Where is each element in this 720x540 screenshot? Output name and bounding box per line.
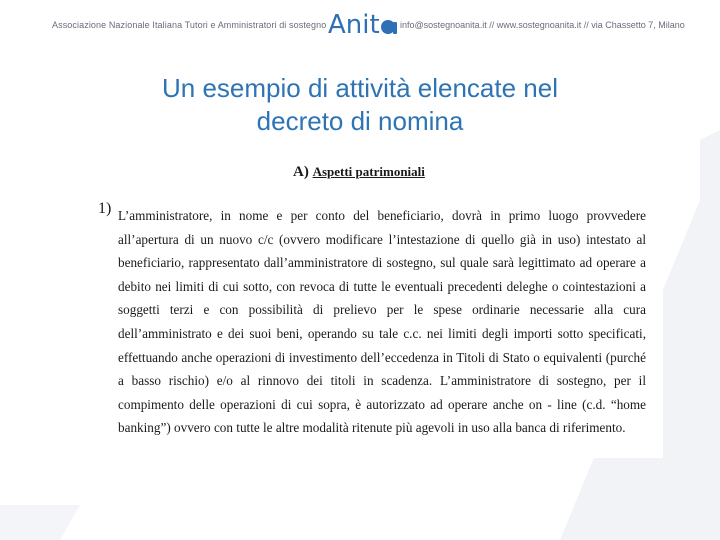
item-number: 1) <box>98 200 112 217</box>
scanned-document <box>88 158 663 458</box>
slide-title <box>80 72 640 138</box>
logo-a-icon <box>381 20 395 34</box>
association-name: Associazione Nazionale Italiana Tutori e Amministratori di sostegno <box>52 20 327 30</box>
contact-info: info@sostegnoanita.it // www.sostegnoanita.it // via Chassetto 7, Milano <box>400 20 685 30</box>
document-paragraph: L’amministratore, in nome e per conto del beneficiario, dovrà in primo luogo provvedere all’apertura di un nuovo c/c (ovvero modificare l’intestazione di quello già in uso) intestato al beneficiario, rappresentato dall’amministratore di sostegno, sul quale sarà legittimato ad operare a debito nei limiti di cui sotto, con revoca di tutte le eventuali precedenti deleghe o cointestazioni a soggetti terzi e con possibilità di prelievo per le spese ordinarie necessarie alla cura dell’amministrato e dei suoi beni, operando su tale c.c. nei limiti degli importi sotto specificati, effettuando anche operazioni di investimento dell’eccedenza in Titoli di Stato o equivalenti (purché a basso rischio) e/o al rinnovo dei titoli in scadenza. L’amministratore di sostegno, per il compimento delle operazioni di cui sopra, è autorizzato ad operare anche on - line (c.d. “home banking”) ovvero con tutte le altre modalità ritenute più agevoli in uso alla banca di riferimento. <box>118 208 646 436</box>
logo-text: Anit <box>328 10 380 40</box>
section-title: Aspetti patrimoniali <box>312 164 425 179</box>
slide-title-line-1: Un esempio di attività elencate nel <box>161 73 558 103</box>
anita-logo <box>328 10 395 40</box>
section-heading <box>293 164 425 181</box>
section-label: A) <box>293 164 309 180</box>
header-bar <box>0 0 720 60</box>
slide-title-line-2: decreto di nomina <box>256 106 464 136</box>
